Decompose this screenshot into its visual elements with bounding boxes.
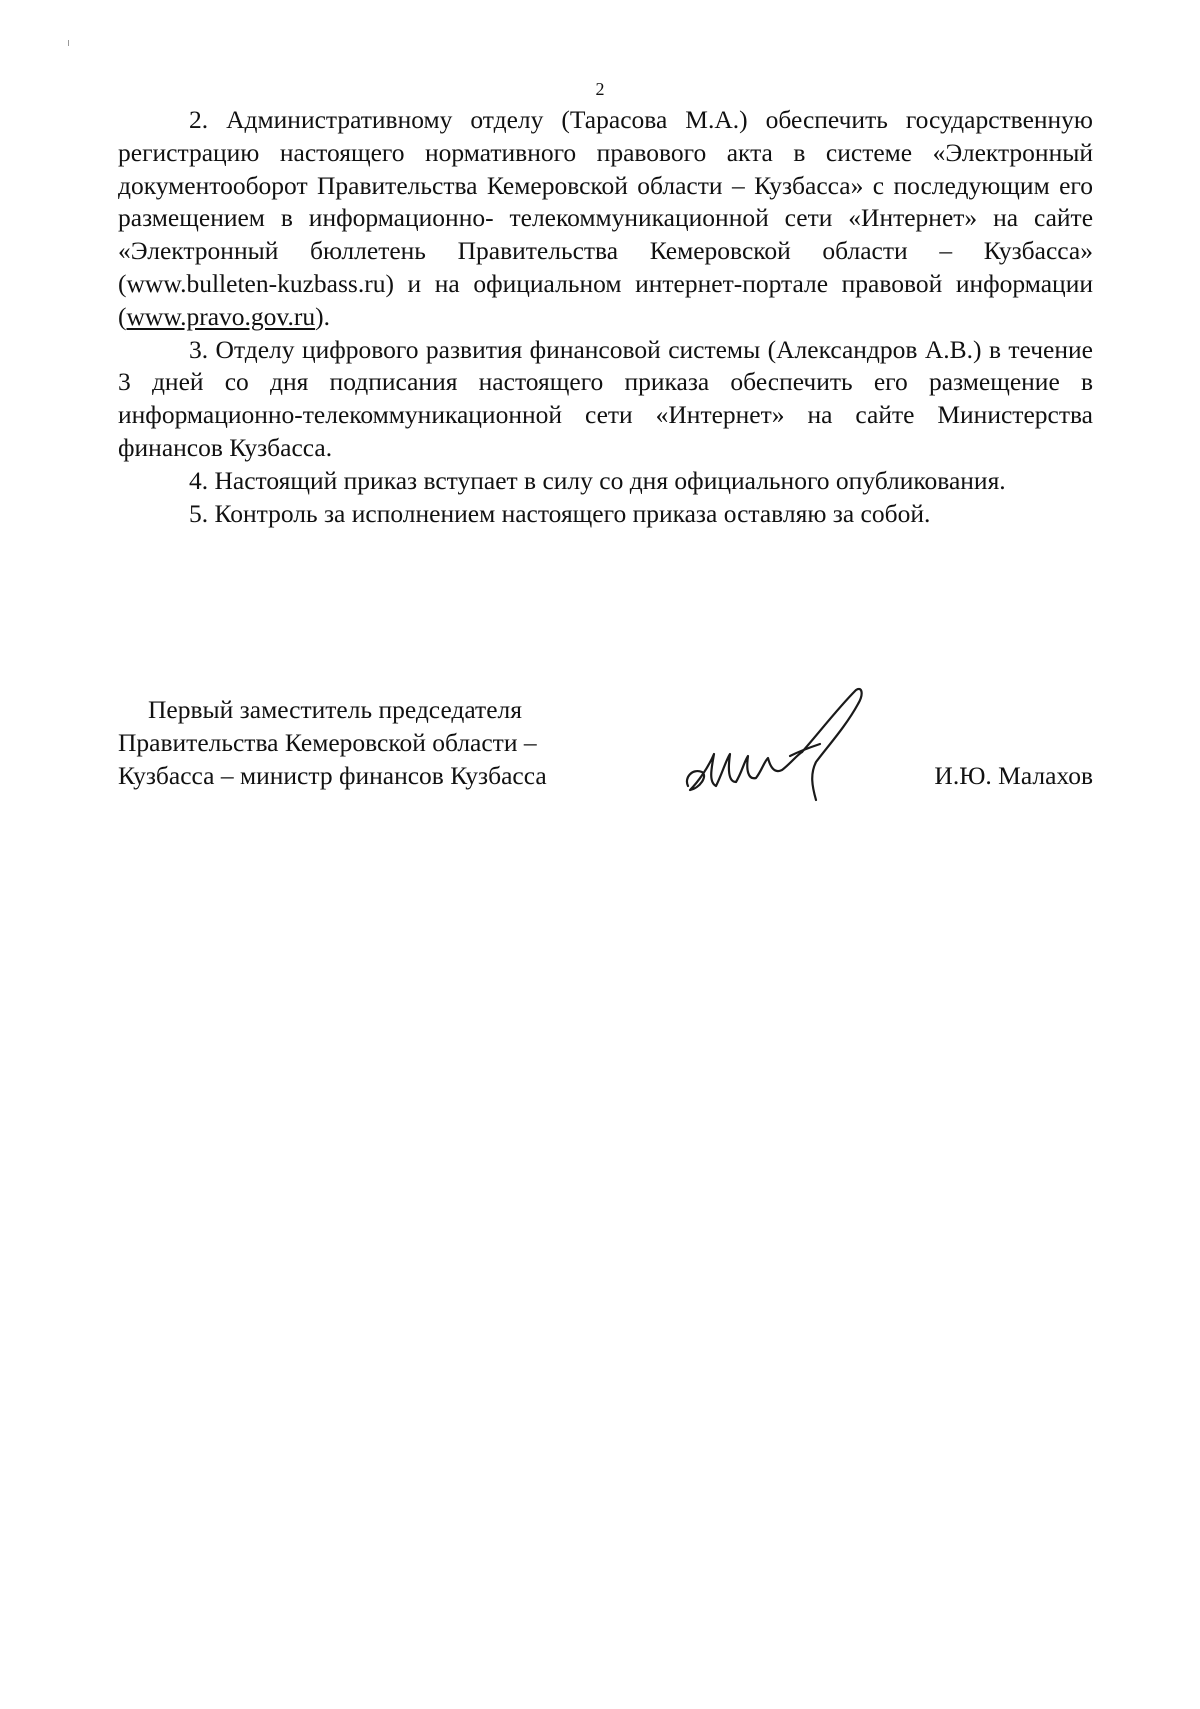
signatory-position xyxy=(118,694,547,792)
signature-block xyxy=(118,694,1093,824)
document-body xyxy=(118,104,1093,530)
paragraph-2-line-5: телекоммуникационной сети «Интернет» на сайте «Электронный бюллетень xyxy=(118,203,1094,266)
paragraph-2-last-line-start: официальном интернет-портале правовой информации ( xyxy=(118,268,1093,331)
paragraph-2-line-6: Правительства Кемеровской области – Кузбасса» (www.bulleten-kuzbass.ru) и на xyxy=(118,236,1093,298)
paragraph-3: 3. Отделу цифрового развития финансовой системы (Александров А.В.) в течение 3 дней со дня подписания настоящего приказа обеспечить его размещение в информационно-телекоммуникационной сети «Интернет» на сайте Министерства финансов Кузбасса. xyxy=(118,334,1093,462)
paragraph-2-line-4: Кузбасса» с последующим его размещением в информационно- xyxy=(118,170,1094,233)
paragraph-2 xyxy=(118,104,1093,334)
pravo-gov-link: www.pravo.gov.ru xyxy=(126,301,316,331)
position-line-2: Правительства Кемеровской области – xyxy=(118,727,537,757)
paragraph-4: 4. Настоящий приказ вступает в силу со дня официального опубликования. xyxy=(189,465,1006,495)
handwritten-signature xyxy=(678,682,878,822)
signer-name: И.Ю. Малахов xyxy=(934,760,1093,790)
paragraph-2-last-line-end: ). xyxy=(315,301,330,331)
position-line-3: Кузбасса – министр финансов Кузбасса xyxy=(118,760,547,790)
paragraph-2-line-2: государственную регистрацию настоящего нормативного правового акта в xyxy=(118,105,1093,167)
scan-speck xyxy=(68,40,69,46)
position-line-1: Первый заместитель председателя xyxy=(148,695,522,724)
page-number: 2 xyxy=(595,79,605,99)
paragraph-2-line-3: системе «Электронный документооборот Правительства Кемеровской области – xyxy=(118,137,1094,200)
paragraph-5: 5. Контроль за исполнением настоящего приказа оставляю за собой. xyxy=(189,498,931,528)
paragraph-2-line-1: 2. Административному отделу (Тарасова М.А.) обеспечить xyxy=(189,105,906,134)
